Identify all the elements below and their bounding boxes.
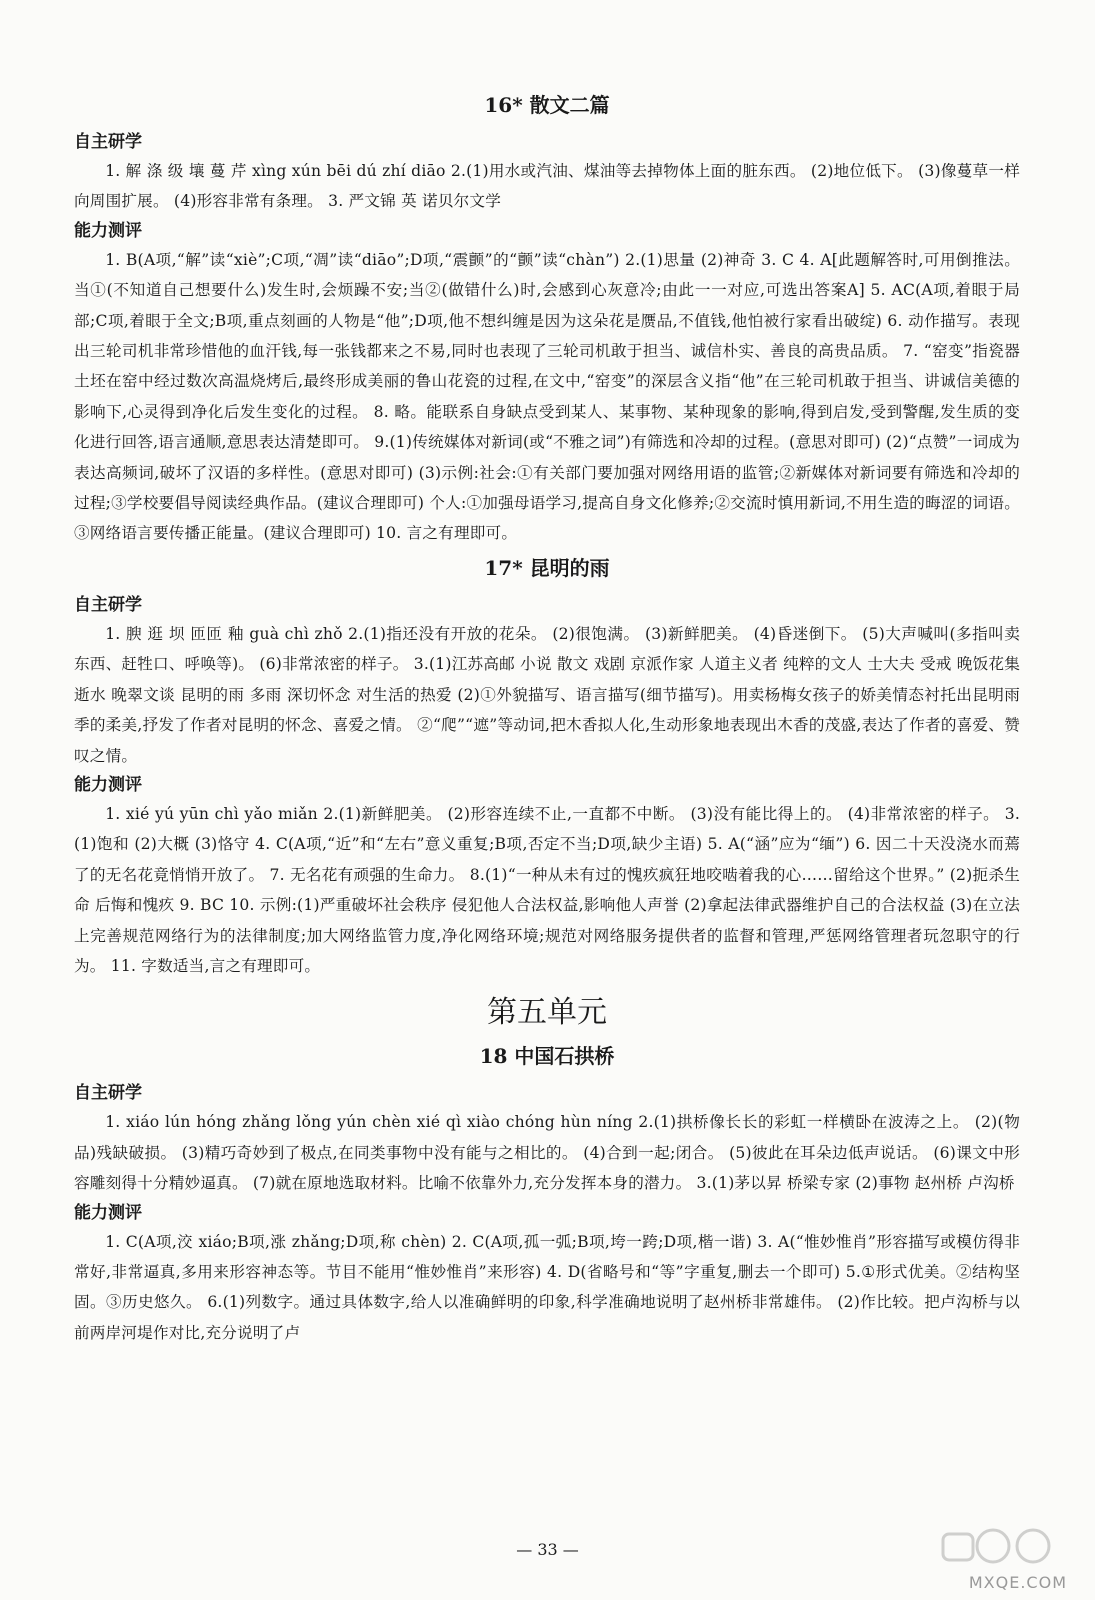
section-16-sub-study: 自主研学 [74, 132, 142, 152]
section-17-test-text: 1. xié yú yūn chì yǎo miǎn 2.(1)新鲜肥美。 (2)形容连续不止,一直都不中断。 (3)没有能比得上的。 (4)非常浓密的样子。 3.(1)饱和 (2)大概 (3)恪守 4. C(A项,“近”和“左右”意义重复;B项,否定不当;D项,缺少主语) 5. A(“涵”应为“缅”) 6. 因二十天没浇水而蔫了的无名花竟悄悄开放了。 7. 无名花有顽强的生命力。 8.(1)“一种从未有过的愧疚疯狂地咬啮着我的心……留给这个世界。” (2)扼杀生命 后悔和愧疚 9. BC 10. 示例:(1)严重破坏社会秩序 侵犯他人合法权益,影响他人声誉 (2)拿起法律武器维护自己的合法权益 (3)在立法上完善规范网络行为的法律制度;加大网络监管力度,净化网络环境;规范对网络服务提供者的监督和管理,严惩网络管理者玩忽职守的行为。 11. 字数适当,言之有理即可。 [74, 804, 1020, 975]
watermark-text: MXQE.COM [968, 1573, 1067, 1592]
section-16-sub-test: 能力测评 [74, 220, 142, 241]
section-16-title: 16* 散文二篇 [484, 93, 610, 117]
section-16-study-text: 1. 解 涤 级 壤 蔓 芹 xìng xún bēi dú zhí diāo 2.(1)用水或汽油、煤油等去掉物体上面的脏东西。 (2)地位低下。 (3)像蔓草一样向周围扩展。 (4)形容非常有条理。 3. 严文锦 英 诺贝尔文学 [74, 162, 1020, 211]
section-18-sub-test: 能力测评 [74, 1202, 142, 1223]
section-16-test-text: 1. B(A项,“解”读“xiè”;C项,“凋”读“diāo”;D项,“震颤”的“颤”读“chàn”) 2.(1)思量 (2)神奇 3. C 4. A[此题解答时,可用倒推法。当①(不知道自己想要什么)发生时,会烦躁不安;当②(做错什么)时,会感到心灰意冷;由此一一对应,可选出答案A] 5. AC(A项,着眼于局部;C项,着眼于全文;B项,重点刻画的人物是“他”;D项,他不想纠缠是因为这朵花是赝品,不值钱,他怕被行家看出破绽) 6. 动作描写。表现出三轮司机非常珍惜他的血汗钱,每一张钱都来之不易,同时也表现了三轮司机敢于担当、诚信朴实、善良的高贵品质。 7. “窑变”指瓷器土坯在窑中经过数次高温烧烤后,最终形成美丽的鲁山花瓷的过程,在文中,“窑变”的深层含义指“他”在三轮司机敢于担当、讲诚信美德的影响下,心灵得到净化后发生变化的过程。 8. 略。能联系自身缺点受到某人、某事物、某种现象的影响,得到启发,受到警醒,发生质的变化进行回答,语言通顺,意思表达清楚即可。 9.(1)传统媒体对新词(或“不雅之词”)有筛选和冷却的过程。(意思对即可) (2)“点赞”一词成为表达高频词,破坏了汉语的多样性。(意思对即可) (3)示例:社会:①有关部门要加强对网络用语的监管;②新媒体对新词要有筛选和冷却的过程;③学校要倡导阅读经典作品。(建议合理即可) 个人:①加强母语学习,提高自身文化修养;②交流时慎用新词,不用生造的晦涩的词语。③网络语言要传播正能量。(建议合理即可) 10. 言之有理即可。 [74, 250, 1020, 543]
page-number: — 33 — [516, 1540, 579, 1559]
unit-title: 第五单元 [487, 995, 607, 1031]
section-17-sub-test: 能力测评 [74, 774, 142, 795]
section-18-title: 18 中国石拱桥 [479, 1044, 615, 1069]
section-18-study-text: 1. xiáo lún hóng zhǎng lǒng yún chèn xié qì xiào chóng hùn níng 2.(1)拱桥像长长的彩虹一样横卧在波涛之上。 (2)(物品)残缺破损。 (3)精巧奇妙到了极点,在同类事物中没有能与之相比的。 (4)合到一起;闭合。 (5)彼此在耳朵边低声说话。 (6)课文中形容雕刻得十分精妙逼真。 (7)就在原地选取材料。比喻不依靠外力,充分发挥本身的潜力。 3.(1)茅以昇 桥梁专家 (2)事物 赵州桥 卢沟桥 [74, 1113, 1020, 1193]
section-17-study-text: 1. 腴 逛 坝 匝匝 釉 guà chì zhǒ 2.(1)指还没有开放的花朵。 (2)很饱满。 (3)新鲜肥美。 (4)昏迷倒下。 (5)大声喊叫(多指叫卖东西、赶牲口、呼唤等)。 (6)非常浓密的样子。 3.(1)江苏高邮 小说 散文 戏剧 京派作家 人道主义者 纯粹的文人 士大夫 受戒 晚饭花集 逝水 晚翠文谈 昆明的雨 多雨 深切怀念 对生活的热爱 (2)①外貌描写、语言描写(细节描写)。用卖杨梅女孩子的娇美情态衬托出昆明雨季的柔美,抒发了作者对昆明的怀念、喜爱之情。 ②“爬”“遮”等动词,把木香拟人化,生动形象地表现出木香的茂盛,表达了作者的喜爱、赞叹之情。 [74, 624, 1020, 765]
section-18-sub-study: 自主研学 [74, 1083, 142, 1104]
page-content [74, 0, 1020, 1348]
section-18-test-text: 1. C(A项,洨 xiáo;B项,涨 zhǎng;D项,称 chèn) 2. C(A项,孤一弧;B项,垮一跨;D项,楷一谐) 3. A(“惟妙惟肖”形容描写或模仿得非常好,非常逼真,多用来形容神态等。节目不能用“惟妙惟肖”来形容) 4. D(省略号和“等”字重复,删去一个即可) 5.①形式优美。②结构坚固。③历史悠久。 6.(1)列数字。通过具体数字,给人以准确鲜明的印象,科学准确地说明了赵州桥非常雄伟。 (2)作比较。把卢沟桥与以前两岸河堤作对比,充分说明了卢 [74, 1232, 1020, 1342]
section-17-title: 17* 昆明的雨 [484, 555, 610, 580]
section-17-sub-study: 自主研学 [74, 594, 142, 615]
